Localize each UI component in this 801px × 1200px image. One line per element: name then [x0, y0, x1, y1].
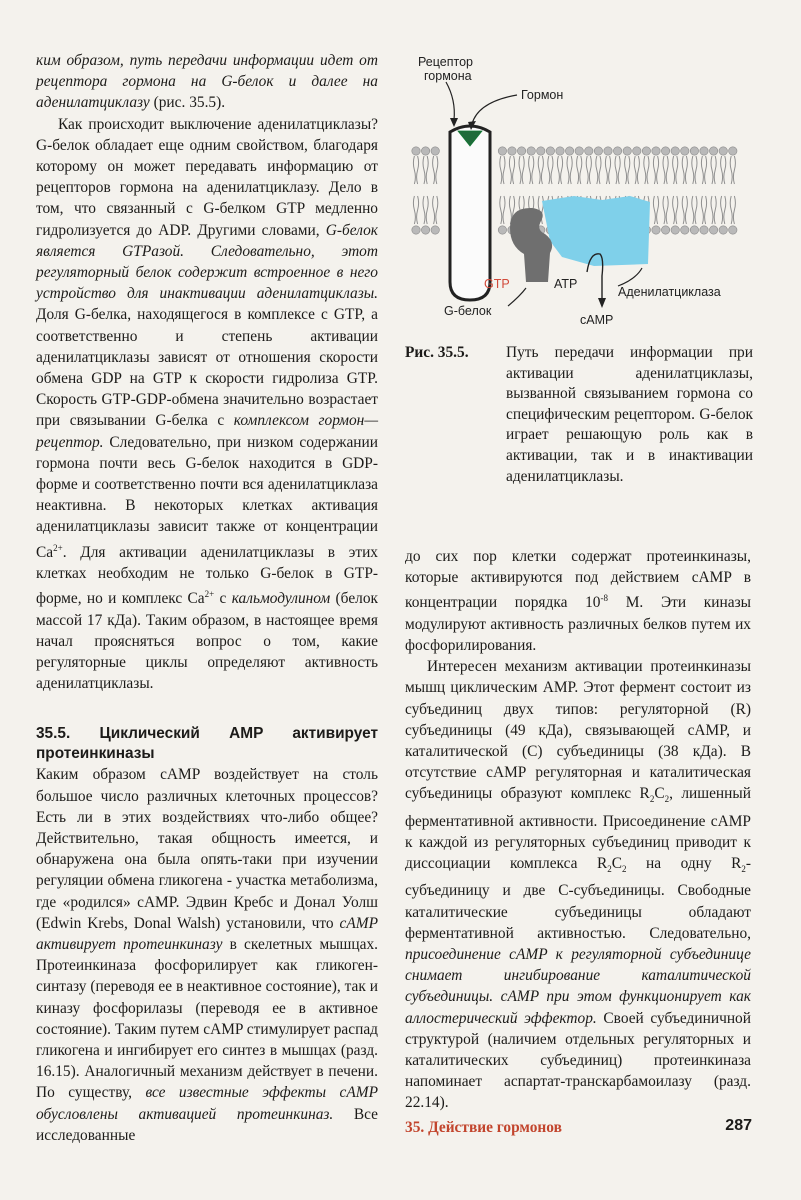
- lipid-tail: [503, 196, 505, 224]
- lipid-tail: [599, 156, 601, 184]
- text-run: -субъединицу и две C-субъединицы. Свободные каталитические субъединицы обладают ферментативной активностью. Следовательно,: [405, 855, 751, 942]
- lipid-tail: [711, 156, 713, 184]
- receptor-arrowhead: [450, 118, 458, 127]
- lipid-tail: [733, 196, 735, 224]
- lipid-tail: [529, 156, 531, 184]
- lipid-tail: [436, 196, 438, 224]
- lipid-tail: [653, 196, 655, 224]
- lipid-tail: [663, 196, 665, 224]
- emphasis-text: присоединение cAMP к регуляторной субъединице снимает ингибирование каталитической субъединицы. cAMP при этом функционирует как аллостерический эффектор.: [405, 945, 751, 1027]
- text-run: Как происходит выключение аденилатциклазы? G-белок обладает еще одним свойством, благодаря которому он может передавать информацию от рецепторов гормона на аденилатциклазу. Дело в том, что связанный с G-белком GTP медленно гидролизуется до ADP. Другими словами,: [36, 115, 378, 239]
- emphasis-text: cAMP активирует протеинкиназу: [36, 914, 378, 953]
- lipid-head: [575, 147, 583, 155]
- lipid-head: [661, 226, 669, 234]
- lipid-tail: [695, 196, 697, 224]
- lipid-tail: [721, 156, 723, 184]
- subscript: 2: [741, 864, 746, 875]
- lipid-tail: [634, 156, 636, 184]
- lipid-tail: [413, 156, 415, 184]
- lipid-head: [642, 147, 650, 155]
- lipid-tail: [666, 196, 668, 224]
- paragraph: [405, 546, 751, 656]
- superscript: 2+: [204, 589, 215, 600]
- lipid-head: [412, 226, 420, 234]
- label-receptor-line2: гормона: [424, 69, 472, 83]
- receptor-shape: [450, 126, 490, 300]
- lipid-tail: [605, 156, 607, 184]
- text-run: Следовательно, при низком содержании гормона почти весь G-белок находится в GDP-форме и соответственно почти вся аденилатциклаза неактивна. В некоторых клетках активация аденилатциклазы зависит также от концентрации Ca: [36, 433, 378, 561]
- lipid-head: [546, 147, 554, 155]
- lipid-tail: [557, 156, 559, 184]
- lipid-tail: [615, 156, 617, 184]
- lipid-head: [421, 147, 429, 155]
- lipid-tail: [721, 196, 723, 224]
- camp-arrowhead: [598, 298, 606, 308]
- text-run: до сих пор клетки содержат протеинкиназы, которые активируются под действием cAMP в концентрации порядка 10: [405, 548, 751, 612]
- lipid-tail: [433, 156, 435, 184]
- lipid-tail: [628, 156, 630, 184]
- emphasis-text: кальмодулином: [231, 590, 331, 608]
- text-run: (белок массой 17 кДа). Таким образом, в настоящее время начал проясняться вопрос о том, какие регуляторные циклы определяют активность аденилатциклазы.: [36, 590, 378, 693]
- lipid-tail: [657, 196, 659, 224]
- section-heading: 35.5. Циклический AMP активирует протеинкиназы: [36, 725, 378, 763]
- lipid-tail: [548, 156, 550, 184]
- lipid-tail: [701, 196, 703, 224]
- subscript: 2: [664, 794, 670, 805]
- lipid-head: [671, 147, 679, 155]
- lipid-tail: [705, 156, 707, 184]
- lipid-head: [681, 147, 689, 155]
- lipid-tail: [701, 156, 703, 184]
- text-run: Интересен механизм активации протеинкиназы мышц циклическим AMP. Этот фермент состоит из субъединиц двух типов: регуляторной (R) субъединицы (49 кДа), связывающей cAMP, и каталитической (C) субъединицы (38 кДа). В отсутствие cAMP регуляторная и каталитическая субъединицы образуют комплекс R: [405, 658, 751, 803]
- lipid-tail: [685, 196, 687, 224]
- lipid-tail: [541, 196, 543, 224]
- lipid-tail: [625, 156, 627, 184]
- g-protein-pointer: [508, 288, 526, 306]
- lipid-tail: [423, 196, 425, 224]
- caption-text: Путь передачи информации при активации аденилатциклазы, вызванной связыванием гормона со специфическим рецептором. G-белок играет решающую роль как в активации, так и в инактивации аденилатциклазы.: [506, 344, 753, 485]
- lipid-head: [633, 147, 641, 155]
- lipid-head: [412, 147, 420, 155]
- lipid-head: [681, 226, 689, 234]
- lipid-tail: [657, 156, 659, 184]
- lipid-tail: [551, 156, 553, 184]
- label-hormone: Гормон: [521, 88, 564, 102]
- lipid-head: [604, 147, 612, 155]
- lipid-tail: [532, 156, 534, 184]
- lipid-head: [729, 226, 737, 234]
- lipid-tail: [522, 156, 524, 184]
- lipid-head: [498, 226, 506, 234]
- lipid-head: [690, 147, 698, 155]
- lipid-tail: [685, 156, 687, 184]
- caption-label: Рис. 35.5.: [405, 344, 469, 361]
- figure-signal-pathway: [404, 50, 754, 335]
- lipid-tail: [682, 196, 684, 224]
- lipid-tail: [647, 156, 649, 184]
- lipid-tail: [695, 156, 697, 184]
- cyclase-pointer: [618, 268, 642, 286]
- lipid-tail: [538, 156, 540, 184]
- subscript: 2: [649, 794, 655, 805]
- lipid-head: [671, 226, 679, 234]
- text-run: (рис. 35.5).: [149, 94, 226, 112]
- running-head: 35. Действие гормонов: [405, 1119, 562, 1136]
- lipid-head: [690, 226, 698, 234]
- label-gtp: GTP: [484, 277, 510, 291]
- lipid-tail: [500, 196, 502, 224]
- lipid-tail: [436, 156, 438, 184]
- paragraph: [36, 764, 378, 1146]
- lipid-tail: [711, 196, 713, 224]
- lipid-tail: [637, 156, 639, 184]
- lipid-tail: [577, 156, 579, 184]
- lipid-tail: [567, 156, 569, 184]
- lipid-head: [517, 147, 525, 155]
- subscript: 2: [622, 864, 627, 875]
- lipid-tail: [580, 156, 582, 184]
- text-run: Своей субъединичной структурой (наличием отдельных регуляторных и каталитических субъединиц) протеинкиназа напоминает аспартат-транскарбамоилазу (разд. 22.14).: [405, 1009, 751, 1112]
- lipid-tail: [570, 156, 572, 184]
- lipid-tail: [519, 156, 521, 184]
- lipid-head: [556, 147, 564, 155]
- emphasis-text: комплексом гормон—рецептор.: [36, 412, 379, 451]
- lipid-head: [700, 147, 708, 155]
- lipid-head: [565, 147, 573, 155]
- lipid-tail: [426, 196, 428, 224]
- label-adenylate-cyclase: Аденилатциклаза: [618, 285, 721, 299]
- lipid-tail: [714, 156, 716, 184]
- lipid-head: [719, 147, 727, 155]
- emphasis-text: ким образом, путь передачи информации идет от рецептора гормона на G-белок и далее на аденилатциклазу: [36, 52, 378, 112]
- lipid-tail: [426, 156, 428, 184]
- lipid-head: [594, 147, 602, 155]
- lipid-head: [729, 147, 737, 155]
- lipid-tail: [676, 196, 678, 224]
- lipid-tail: [500, 156, 502, 184]
- lipid-head: [652, 226, 660, 234]
- lipid-tail: [596, 156, 598, 184]
- lipid-head: [508, 147, 516, 155]
- lipid-tail: [676, 156, 678, 184]
- superscript: 2+: [53, 542, 63, 553]
- text-run: М. Эти киназы модулируют активность различных белков путем их фосфорилирования.: [405, 594, 752, 654]
- lipid-head: [431, 147, 439, 155]
- lipid-tail: [609, 156, 611, 184]
- lipid-tail: [730, 196, 732, 224]
- adenylate-cyclase-shape: [542, 196, 650, 266]
- lipid-head: [661, 147, 669, 155]
- lipid-head: [709, 147, 717, 155]
- left-column: [36, 50, 378, 1146]
- lipid-head: [700, 226, 708, 234]
- label-camp: cAMP: [580, 313, 614, 327]
- subscript: 2: [607, 864, 612, 875]
- lipid-tail: [589, 156, 591, 184]
- lipid-tail: [692, 156, 694, 184]
- lipid-tail: [644, 156, 646, 184]
- lipid-tail: [561, 156, 563, 184]
- lipid-head: [537, 147, 545, 155]
- text-run: , лишенный ферментативной активности. Присоединение cAMP к каждой из регуляторных субъединиц приводит к диссоциации комплекса R: [405, 785, 751, 873]
- text-run: C: [611, 855, 622, 873]
- lipid-tail: [541, 156, 543, 184]
- lipid-head: [498, 147, 506, 155]
- lipid-tail: [673, 156, 675, 184]
- lipid-tail: [730, 156, 732, 184]
- lipid-head: [709, 226, 717, 234]
- text-run: Каким образом cAMP воздействует на столь большое число различных клеточных процессов? Есть ли в этих воздействиях что-либо общее? Действительно, такая общность имеется, и обнаружена она была опять-таки при изучении регуляции обмена гликогена - участка метаболизма, где «родился» cAMP. Эдвин Кребс и Донал Уолш (Edwin Krebs, Donal Walsh) установили, что: [36, 766, 378, 932]
- lipid-tail: [663, 156, 665, 184]
- lipid-tail: [733, 156, 735, 184]
- lipid-tail: [666, 156, 668, 184]
- hormone-arrow: [472, 95, 517, 124]
- text-run: . Для активации аденилатциклазы в этих клетках необходим не только G-белок в GTP-форме, но и комплекс Ca: [36, 543, 378, 608]
- paragraph: [36, 114, 378, 695]
- receptor-pointer: [446, 82, 454, 120]
- lipid-head: [719, 226, 727, 234]
- lipid-tail: [682, 156, 684, 184]
- lipid-head: [421, 226, 429, 234]
- lipid-tail: [724, 196, 726, 224]
- text-run: на одну R: [626, 855, 742, 873]
- text-run: Доля G-белка, находящегося в комплексе с GTP, а соответственно и степень активации аденилатциклазы зависят от отношения скорости обмена GDP на GTP к скорости гидролиза GTP. Скорость GTP-GDP-обмена значительно возрастает при связывании G-белка с: [36, 306, 378, 430]
- lipid-tail: [433, 196, 435, 224]
- text-run: с: [214, 590, 232, 608]
- lipid-tail: [586, 156, 588, 184]
- lipid-tail: [724, 156, 726, 184]
- lipid-tail: [417, 196, 419, 224]
- lipid-head: [431, 226, 439, 234]
- lipid-tail: [673, 196, 675, 224]
- text-run: в скелетных мышцах. Протеинкиназа фосфорилирует как гликоген-синтазу (переводя ее в неактивное состояние), так и киназу фосфорилазы (переводя ее в активное состояние). Таким путем cAMP стимулирует распад гликогена и ингибирует его синтез в мышцах (разд. 16.15). Аналогичный механизм действует в печени. По существу,: [36, 935, 379, 1102]
- lipid-tail: [423, 156, 425, 184]
- label-atp: ATP: [554, 277, 578, 291]
- lipid-tail: [509, 156, 511, 184]
- paragraph: [36, 50, 378, 114]
- lipid-head: [623, 147, 631, 155]
- label-receptor-line1: Рецептор: [418, 55, 473, 69]
- lipid-head: [613, 147, 621, 155]
- lipid-tail: [692, 196, 694, 224]
- right-column: [405, 546, 751, 1114]
- text-run: Все исследованные: [36, 1105, 378, 1144]
- superscript: -8: [600, 593, 609, 604]
- lipid-tail: [503, 156, 505, 184]
- lipid-head: [652, 147, 660, 155]
- emphasis-text: G-белок является GTPазой. Следовательно, этот регуляторный белок содержит встроенное в него устройство для инактивации аденилатциклазы.: [36, 221, 378, 303]
- page-number: 287: [725, 1117, 752, 1134]
- lipid-tail: [618, 156, 620, 184]
- lipid-tail: [705, 196, 707, 224]
- lipid-tail: [417, 156, 419, 184]
- lipid-tail: [714, 196, 716, 224]
- label-g-protein: G-белок: [444, 304, 492, 318]
- lipid-tail: [513, 156, 515, 184]
- lipid-tail: [653, 156, 655, 184]
- lipid-head: [585, 147, 593, 155]
- text-run: C: [654, 785, 665, 803]
- paragraph: [405, 656, 751, 1113]
- lipid-head: [527, 147, 535, 155]
- emphasis-text: все известные эффекты cAMP обусловлены активацией протеинкиназ.: [36, 1084, 378, 1123]
- lipid-tail: [413, 196, 415, 224]
